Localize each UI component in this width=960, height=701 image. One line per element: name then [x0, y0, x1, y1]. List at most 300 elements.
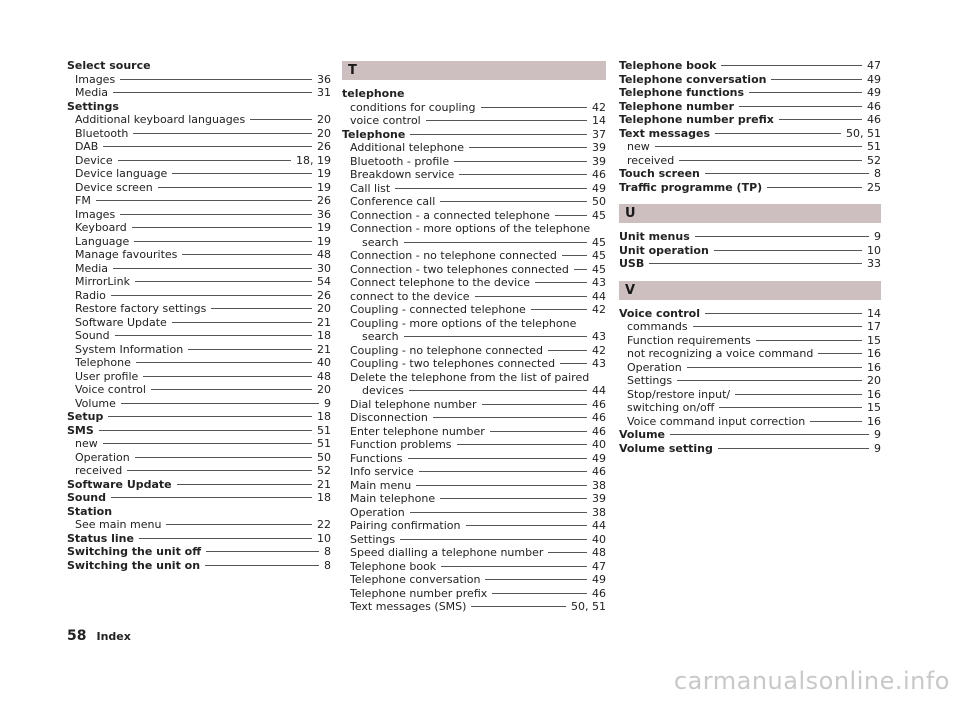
index-subentry — [67, 154, 331, 168]
entry-label: Text messages — [619, 126, 711, 140]
index-heading: Station — [67, 504, 113, 518]
entry-label: Disconnection — [350, 411, 428, 424]
index-subentry — [67, 356, 331, 370]
leader-line — [205, 565, 319, 566]
index-entry — [619, 257, 881, 271]
entry-label: Telephone conversation — [619, 72, 767, 86]
leader-line — [188, 349, 312, 350]
leader-line — [177, 484, 312, 485]
page-reference: 45 — [592, 235, 606, 249]
leader-line — [115, 335, 312, 336]
index-entry — [342, 128, 606, 142]
page-reference: 20 — [317, 302, 331, 315]
page-reference: 15 — [867, 333, 881, 347]
entry-label: SMS — [67, 423, 94, 437]
index-subentry — [67, 289, 331, 303]
index-subentry — [67, 127, 331, 141]
entry-label: Volume — [75, 396, 116, 410]
entry-label: Operation — [75, 450, 130, 464]
index-subentry — [342, 276, 606, 290]
page-reference: 25 — [867, 180, 881, 194]
leader-line — [562, 255, 587, 256]
index-subentry — [619, 140, 881, 154]
page-reference: 51 — [317, 437, 331, 450]
leader-line — [404, 336, 587, 337]
page-reference: 46 — [592, 397, 606, 411]
index-subentry — [342, 492, 606, 506]
entry-label: Software Update — [75, 315, 167, 329]
entry-label: search — [362, 235, 399, 249]
page-reference: 48 — [317, 248, 331, 261]
entry-label: Main telephone — [350, 492, 436, 505]
page-reference: 18, 19 — [296, 153, 331, 167]
entry-label: Volume setting — [619, 441, 713, 455]
page-reference: 9 — [874, 441, 881, 455]
entry-label: Telephone functions — [619, 86, 745, 99]
page-reference: 21 — [317, 342, 331, 356]
leader-line — [410, 512, 587, 513]
index-entry — [619, 100, 881, 114]
entry-label: new — [75, 437, 98, 450]
leader-line — [693, 326, 862, 327]
page-reference: 19 — [317, 234, 331, 248]
index-subentry — [342, 384, 606, 398]
entry-label: not recognizing a voice command — [627, 347, 814, 360]
page-reference: 43 — [592, 330, 606, 343]
index-subentry — [342, 155, 606, 169]
index-subentry — [67, 451, 331, 465]
leader-line — [735, 394, 862, 395]
entry-label: Connect telephone to the device — [350, 276, 531, 289]
leader-line — [454, 161, 587, 162]
index-subentry — [67, 140, 331, 154]
page-reference: 42 — [592, 343, 606, 357]
page-reference: 18 — [317, 329, 331, 342]
index-subentry — [342, 114, 606, 128]
entry-label: Function requirements — [627, 333, 751, 347]
page-reference: 26 — [317, 140, 331, 153]
page-reference: 10 — [867, 243, 881, 257]
entry-label: Telephone number — [619, 99, 735, 113]
index-subentry — [342, 533, 606, 547]
entry-label: Dial telephone number — [350, 397, 477, 411]
index-entry — [67, 410, 331, 424]
index-subentry — [342, 344, 606, 358]
index-subentry — [342, 182, 606, 196]
entry-label: Language — [75, 234, 130, 248]
entry-label: Telephone conversation — [350, 573, 481, 586]
leader-line — [535, 282, 587, 283]
entry-label: Bluetooth — [75, 126, 129, 140]
leader-line — [756, 340, 862, 341]
leader-line — [133, 133, 312, 134]
page-reference: 45 — [592, 208, 606, 222]
page-reference: 47 — [867, 59, 881, 72]
page-reference: 51 — [867, 140, 881, 153]
page-reference: 46 — [592, 586, 606, 600]
index-entry — [619, 59, 881, 73]
entry-label: Stop/restore input/ — [627, 387, 731, 401]
leader-line — [475, 296, 587, 297]
index-subentry — [342, 479, 606, 493]
leader-line — [132, 227, 312, 228]
page-reference: 10 — [317, 531, 331, 545]
index-letter-header: V — [619, 281, 881, 300]
index-subentry — [342, 438, 606, 452]
leader-line — [718, 448, 869, 449]
leader-line — [485, 579, 587, 580]
index-subentry — [67, 343, 331, 357]
page-reference: 14 — [867, 306, 881, 320]
page-reference: 16 — [867, 387, 881, 401]
leader-line — [135, 457, 312, 458]
entry-label: Pairing confirmation — [350, 519, 461, 532]
page-reference: 9 — [324, 396, 331, 410]
leader-line — [416, 485, 587, 486]
entry-label: Media — [75, 261, 109, 275]
page-reference: 48 — [592, 546, 606, 559]
leader-line — [118, 160, 291, 161]
leader-line — [172, 173, 312, 174]
leader-line — [574, 269, 587, 270]
leader-line — [135, 281, 312, 282]
leader-line — [166, 524, 312, 525]
leader-line — [134, 241, 312, 242]
index-subentry — [67, 464, 331, 478]
leader-line — [400, 539, 587, 540]
index-subentry — [67, 370, 331, 384]
leader-line — [408, 458, 587, 459]
leader-line — [111, 295, 312, 296]
index-heading: Delete the telephone from the list of paired — [350, 370, 590, 384]
entry-label: Images — [75, 207, 116, 221]
entry-label: Keyboard — [75, 221, 127, 234]
index-subentry — [342, 330, 606, 344]
index-entry — [67, 532, 331, 546]
index-entry — [619, 167, 881, 181]
leader-line — [714, 250, 862, 251]
leader-line — [120, 79, 312, 80]
index-subentry — [342, 425, 606, 439]
entry-label: search — [362, 330, 399, 343]
leader-line — [560, 363, 587, 364]
index-subentry — [67, 208, 331, 222]
index-subentry — [67, 302, 331, 316]
index-subentry — [342, 209, 606, 223]
index-subentry — [342, 303, 606, 317]
leader-line — [719, 407, 862, 408]
page-reference: 52 — [317, 464, 331, 477]
entry-label: received — [627, 153, 675, 167]
entry-label: Additional telephone — [350, 141, 465, 154]
page-reference: 16 — [867, 347, 881, 360]
index-subentry — [67, 329, 331, 343]
index-subentry — [67, 113, 331, 127]
index-subentry — [619, 374, 881, 388]
page-reference: 8 — [324, 558, 331, 572]
page-reference: 42 — [592, 303, 606, 316]
entry-label: commands — [627, 320, 688, 333]
entry-label: Coupling - no telephone connected — [350, 343, 544, 357]
leader-line — [695, 236, 869, 237]
page-reference: 46 — [592, 411, 606, 424]
entry-label: Status line — [67, 531, 134, 545]
index-subentry — [67, 167, 331, 181]
leader-line — [395, 188, 587, 189]
leader-line — [818, 353, 862, 354]
leader-line — [440, 201, 587, 202]
index-subentry — [342, 357, 606, 371]
page-reference: 39 — [592, 154, 606, 168]
leader-line — [471, 606, 566, 607]
leader-line — [108, 416, 312, 417]
leader-line — [143, 376, 312, 377]
index-subentry — [342, 600, 606, 614]
entry-label: Images — [75, 72, 116, 86]
index-subentry — [67, 73, 331, 87]
leader-line — [655, 146, 862, 147]
index-subentry — [342, 573, 606, 587]
page-reference: 50, 51 — [571, 600, 606, 613]
index-entry — [619, 244, 881, 258]
entry-label: Functions — [350, 451, 403, 465]
page-reference: 49 — [867, 86, 881, 99]
leader-line — [679, 160, 862, 161]
page-reference: 50, 51 — [846, 126, 881, 140]
entry-label: FM — [75, 194, 91, 207]
entry-label: Setup — [67, 410, 104, 423]
entry-label: Radio — [75, 288, 106, 302]
index-subentry — [342, 101, 606, 115]
page-reference: 44 — [592, 289, 606, 303]
leader-line — [211, 308, 312, 309]
entry-label: Media — [75, 86, 109, 99]
entry-label: Telephone book — [350, 559, 437, 573]
leader-line — [721, 65, 862, 66]
entry-label: Sound — [67, 491, 107, 504]
index-subentry — [342, 519, 606, 533]
index-subentry — [619, 334, 881, 348]
leader-line — [687, 367, 862, 368]
index-subentry — [619, 320, 881, 334]
watermark: carmanualsonline.info — [673, 667, 950, 695]
index-heading: Settings — [67, 99, 119, 113]
page-reference: 9 — [874, 428, 881, 441]
entry-label: Call list — [350, 181, 391, 195]
page-reference: 45 — [592, 262, 606, 276]
page-reference: 46 — [592, 424, 606, 438]
entry-label: Coupling - connected telephone — [350, 303, 526, 316]
entry-label: MirrorLink — [75, 275, 130, 288]
index-column-2 — [342, 59, 606, 614]
index-subentry — [342, 587, 606, 601]
index-subentry — [342, 249, 606, 263]
leader-line — [111, 497, 312, 498]
entry-label: Manage favourites — [75, 248, 178, 261]
leader-line — [127, 470, 312, 471]
page-reference: 49 — [592, 573, 606, 586]
leader-line — [715, 133, 841, 134]
index-entry — [619, 428, 881, 442]
index-entry — [619, 113, 881, 127]
page-reference: 15 — [867, 401, 881, 414]
index-column-1 — [67, 59, 331, 572]
entry-label: Traffic programme (TP) — [619, 180, 763, 194]
page-reference: 33 — [867, 257, 881, 270]
entry-label: Touch screen — [619, 167, 700, 180]
leader-line — [426, 120, 587, 121]
section-label: Index — [96, 630, 131, 643]
leader-line — [103, 443, 312, 444]
index-subentry — [67, 181, 331, 195]
index-subentry — [67, 397, 331, 411]
leader-line — [767, 187, 862, 188]
index-subentry — [67, 275, 331, 289]
page-reference: 46 — [592, 168, 606, 181]
index-heading: telephone — [342, 87, 405, 100]
index-subentry — [342, 398, 606, 412]
page-reference: 9 — [874, 230, 881, 243]
page-reference: 16 — [867, 414, 881, 428]
leader-line — [99, 430, 312, 431]
page-reference: 20 — [317, 126, 331, 140]
index-subentry — [67, 518, 331, 532]
leader-line — [136, 362, 312, 363]
entry-label: Volume — [619, 428, 665, 441]
index-letter-header: U — [619, 204, 881, 223]
entry-label: Connection - two telephones connected — [350, 262, 569, 276]
entry-label: connect to the device — [350, 289, 470, 303]
leader-line — [466, 525, 588, 526]
entry-label: conditions for coupling — [350, 100, 476, 114]
page-reference: 54 — [317, 275, 331, 288]
index-subentry — [67, 437, 331, 451]
page-reference: 8 — [874, 167, 881, 180]
leader-line — [433, 417, 587, 418]
entry-label: Device — [75, 153, 113, 167]
entry-label: Settings — [627, 374, 673, 387]
page-reference: 20 — [867, 374, 881, 387]
index-subentry — [342, 290, 606, 304]
index-subentry — [67, 221, 331, 235]
page-reference: 43 — [592, 357, 606, 370]
page-reference: 40 — [592, 532, 606, 546]
leader-line — [490, 431, 587, 432]
entry-label: Connection - a connected telephone — [350, 208, 550, 222]
page-reference: 46 — [867, 99, 881, 113]
index-subentry — [67, 262, 331, 276]
page-reference: 17 — [867, 320, 881, 333]
entry-label: Voice control — [619, 306, 700, 320]
index-subentry — [342, 141, 606, 155]
page-reference: 31 — [317, 86, 331, 99]
entry-label: Function problems — [350, 438, 452, 451]
leader-line — [103, 146, 312, 147]
index-subentry — [342, 560, 606, 574]
index-heading: Coupling - more options of the telephone — [350, 316, 577, 330]
index-subentry — [342, 263, 606, 277]
leader-line — [172, 322, 312, 323]
entry-label: System Information — [75, 342, 184, 356]
page-reference: 49 — [867, 72, 881, 86]
entry-label: DAB — [75, 140, 99, 153]
index-subentry — [342, 411, 606, 425]
leader-line — [649, 263, 862, 264]
entry-label: Switching the unit off — [67, 545, 202, 558]
entry-label: Voice command input correction — [627, 414, 806, 428]
page-reference: 44 — [592, 384, 606, 397]
entry-label: USB — [619, 257, 645, 270]
leader-line — [705, 313, 862, 314]
index-entry — [67, 559, 331, 573]
leader-line — [548, 552, 587, 553]
entry-label: Conference call — [350, 195, 436, 208]
index-subentry — [67, 194, 331, 208]
page-reference: 38 — [592, 505, 606, 519]
index-column-3 — [619, 59, 881, 455]
leader-line — [206, 551, 319, 552]
index-heading: Select source — [67, 59, 151, 72]
index-subentry — [67, 86, 331, 100]
entry-label: Restore factory settings — [75, 302, 207, 315]
index-subentry — [342, 465, 606, 479]
leader-line — [739, 106, 862, 107]
page-reference: 19 — [317, 180, 331, 194]
index-subentry — [619, 415, 881, 429]
index-subentry — [619, 347, 881, 361]
page-reference: 49 — [592, 451, 606, 465]
index-entry — [619, 73, 881, 87]
entry-label: new — [627, 140, 650, 153]
leader-line — [182, 254, 312, 255]
entry-label: Operation — [627, 360, 682, 374]
index-entry — [619, 307, 881, 321]
page-reference: 20 — [317, 383, 331, 396]
leader-line — [469, 147, 587, 148]
leader-line — [481, 107, 587, 108]
page-reference: 39 — [592, 141, 606, 154]
index-subentry — [342, 452, 606, 466]
leader-line — [441, 566, 587, 567]
entry-label: Device language — [75, 167, 168, 180]
entry-label: devices — [362, 384, 404, 397]
page-reference: 22 — [317, 518, 331, 531]
leader-line — [705, 173, 869, 174]
index-subentry — [619, 154, 881, 168]
leader-line — [482, 404, 587, 405]
page-reference: 21 — [317, 315, 331, 329]
page-reference: 40 — [317, 356, 331, 369]
entry-label: Info service — [350, 465, 414, 478]
entry-label: Unit menus — [619, 230, 690, 243]
page-footer — [67, 628, 131, 644]
index-subentry — [619, 401, 881, 415]
page-reference: 30 — [317, 261, 331, 275]
entry-label: Telephone number prefix — [350, 586, 488, 600]
page-reference: 26 — [317, 288, 331, 302]
page-reference: 37 — [592, 127, 606, 141]
leader-line — [409, 390, 587, 391]
index-subentry — [342, 195, 606, 209]
entry-label: voice control — [350, 114, 421, 127]
page-reference: 21 — [317, 477, 331, 491]
leader-line — [555, 215, 587, 216]
leader-line — [139, 538, 312, 539]
page-reference: 26 — [317, 194, 331, 207]
leader-line — [749, 92, 862, 93]
leader-line — [410, 134, 587, 135]
leader-line — [158, 187, 312, 188]
